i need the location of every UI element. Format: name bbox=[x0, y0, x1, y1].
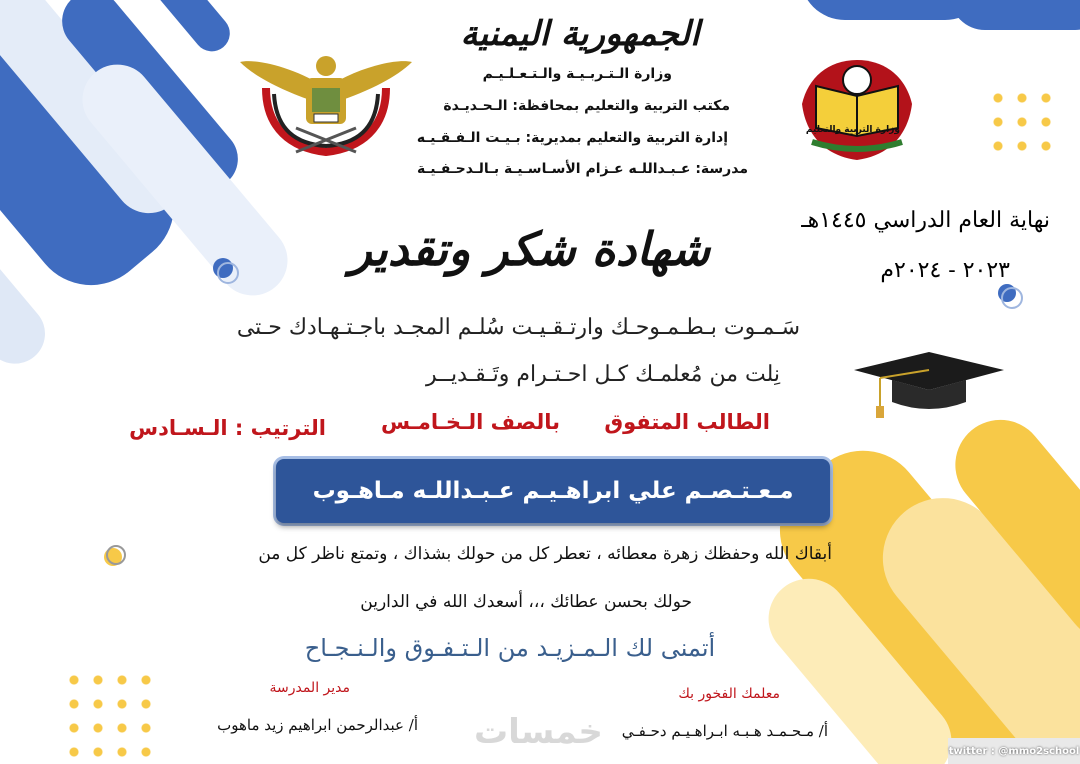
teacher-name: أ/ مـحـمـد هـبـه ابـراهـيـم دحـفـي bbox=[621, 722, 828, 740]
school-name: مدرسة: عـبـداللـه عـزام الأسـاسـيـة بـالـدحـفـيـة bbox=[417, 161, 748, 177]
watermark-text: خمسات bbox=[474, 712, 603, 752]
ministry-logo bbox=[796, 56, 918, 164]
praise-line-1: سَـمـوت بـطـمـوحـك وارتـقـيـت سُلـم المجـد باجـتـهـادك حـتى bbox=[236, 315, 800, 340]
academic-year-hijri: نهاية العام الدراسي ١٤٤٥هـ bbox=[801, 208, 1050, 233]
blessing-line-2: حولك بحسن عطائك ،،، أسعدك الله في الدارين bbox=[360, 592, 692, 612]
student-grade: بالصف الـخـامـس bbox=[381, 410, 560, 434]
ministry-logo-label: وزارة التربية والتعليم bbox=[805, 125, 900, 135]
praise-line-2: نِلت من مُعلمـك كـل احـتـرام وتَـقـديــر bbox=[425, 362, 780, 387]
teacher-title: معلمك الفخور بك bbox=[678, 686, 780, 702]
student-rank: الترتيب : الـسـادس bbox=[129, 416, 326, 440]
wish-text: أتمنى لك الـمـزيـد من الـتـفـوق والـنـجـاح bbox=[304, 634, 716, 662]
dot-grid bbox=[986, 86, 1058, 158]
office-name: مكتب التربية والتعليم بمحافظة: الـحـديـدة bbox=[443, 98, 730, 114]
blue-ring bbox=[1001, 287, 1023, 309]
republic-title: الجمهورية اليمنية bbox=[460, 14, 700, 54]
dot-grid bbox=[62, 668, 158, 764]
blue-ring bbox=[217, 262, 239, 284]
academic-year-gregorian: ٢٠٢٣ - ٢٠٢٤م bbox=[880, 258, 1010, 283]
gray-ring bbox=[106, 545, 126, 565]
student-name-box bbox=[276, 459, 830, 523]
graduation-cap-icon bbox=[854, 350, 1004, 420]
yemen-eagle-emblem bbox=[236, 48, 416, 158]
student-status: الطالب المتفوق bbox=[604, 410, 770, 434]
blue-blob bbox=[950, 0, 1080, 30]
principal-name: أ/ عبدالرحمن ابراهيم زيد ماهوب bbox=[217, 716, 418, 734]
ministry-name: وزارة الـتـربـيـة والـتـعـلـيـم bbox=[482, 66, 672, 82]
certificate-title: شهادة شكر وتقدير bbox=[349, 222, 710, 276]
blessing-line-1: أبقاك الله وحفظك زهرة معطائه ، تعطر كل من حولك بشذاك ، وتمتع ناظر كل من bbox=[258, 544, 832, 564]
principal-title: مدير المدرسة bbox=[269, 680, 350, 696]
directorate-name: إدارة التربية والتعليم بمديرية: بـيـت الـفـقـيـه bbox=[416, 130, 728, 146]
student-name: مـعـتـصـم علي ابراهـيـم عـبـداللـه مـاهـوب bbox=[312, 478, 794, 504]
twitter-handle: twitter : @mmo2school bbox=[948, 738, 1080, 764]
